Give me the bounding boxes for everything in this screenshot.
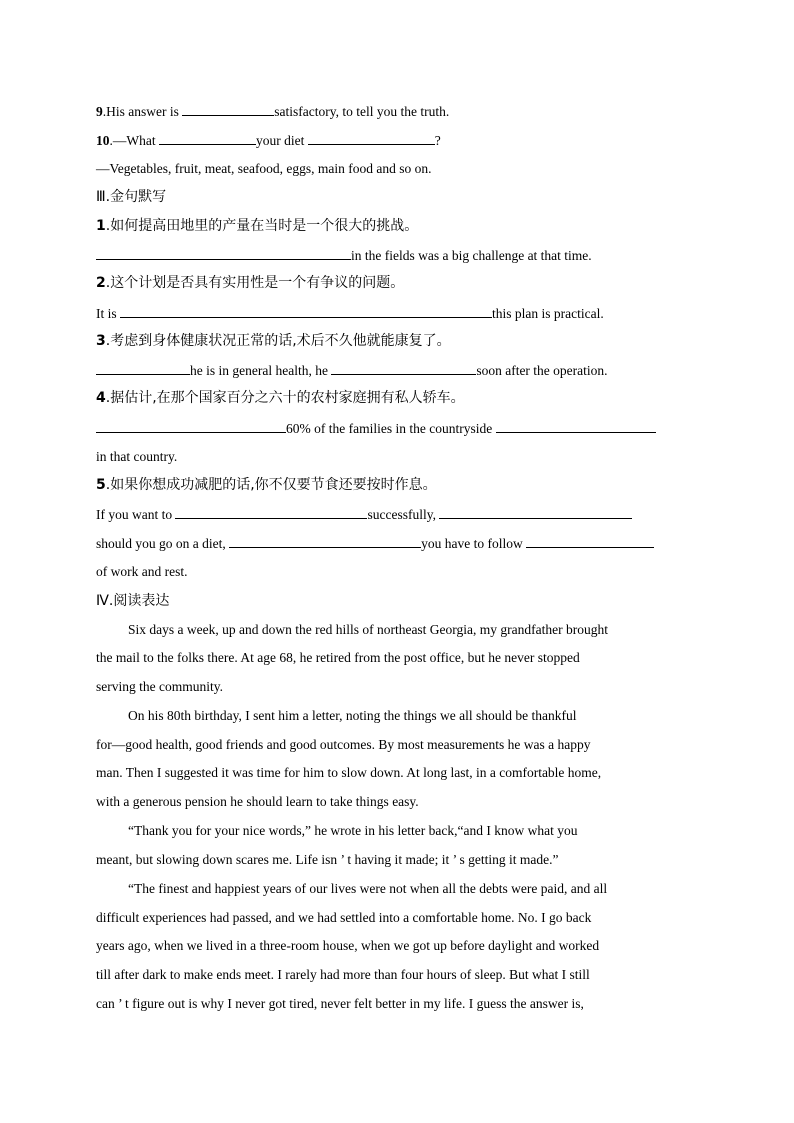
item-number: 5 — [96, 477, 106, 493]
item-4-chinese — [96, 389, 465, 407]
item-1-chinese — [96, 217, 418, 235]
answer-blank[interactable] — [96, 361, 190, 375]
item-5-english-end: of work and rest. — [96, 564, 188, 579]
answer-blank[interactable] — [439, 505, 632, 519]
answer-blank[interactable] — [331, 361, 476, 375]
passage-line: serving the community. — [96, 679, 223, 694]
item-chinese-text: .如果你想成功减肥的话,你不仅要节食还要按时作息。 — [105, 477, 437, 493]
item-english-text: successfully, — [367, 507, 440, 522]
item-5-english-cont — [96, 534, 654, 553]
item-english-text: you have to follow — [421, 536, 527, 551]
item-chinese-text: .这个计划是否具有实用性是一个有争议的问题。 — [105, 275, 405, 291]
question-9 — [96, 102, 449, 121]
item-number: 1 — [96, 218, 106, 234]
item-3-english — [96, 361, 608, 380]
answer-blank[interactable] — [96, 419, 286, 433]
item-chinese-text: .考虑到身体健康状况正常的话,术后不久他就能康复了。 — [105, 333, 451, 349]
section-3-title: Ⅲ.金句默写 — [96, 189, 167, 205]
passage-line: for—good health, good friends and good outcomes. By most measurements he was a happy — [96, 737, 591, 752]
question-text: your diet — [256, 133, 308, 148]
item-5-english — [96, 505, 632, 524]
item-number: 2 — [96, 275, 106, 291]
answer-blank[interactable] — [159, 131, 256, 145]
passage-line: the mail to the folks there. At age 68, he retired from the post office, but he never stopped — [96, 650, 580, 665]
passage-line: with a generous pension he should learn to take things easy. — [96, 794, 419, 809]
passage-line: till after dark to make ends meet. I rarely had more than four hours of sleep. But what I still — [96, 967, 590, 982]
item-2-chinese — [96, 274, 404, 292]
item-3-chinese — [96, 332, 451, 350]
answer-blank[interactable] — [229, 534, 421, 548]
item-english-text: he is in general health, he — [190, 363, 332, 378]
question-text: .His answer is — [102, 104, 183, 119]
item-english-text: this plan is practical. — [492, 306, 604, 321]
item-english-text: 60% of the families in the countryside — [286, 421, 496, 436]
item-4-english-cont: in that country. — [96, 449, 178, 464]
passage-line: Six days a week, up and down the red hills of northeast Georgia, my grandfather brought — [128, 622, 609, 637]
answer-blank[interactable] — [175, 505, 367, 519]
passage-line: “Thank you for your nice words,” he wrote in his letter back,“and I know what you — [128, 823, 578, 838]
answer-blank[interactable] — [182, 102, 274, 116]
question-10-answer: —Vegetables, fruit, meat, seafood, eggs, main food and so on. — [96, 161, 432, 176]
item-english-text: should you go on a diet, — [96, 536, 230, 551]
answer-blank[interactable] — [120, 304, 492, 318]
item-5-chinese — [96, 476, 437, 494]
passage-line: meant, but slowing down scares me. Life isn ’ t having it made; it ’ s getting it made.” — [96, 852, 559, 867]
item-number: 4 — [96, 390, 106, 406]
passage-line: man. Then I suggested it was time for him to slow down. At long last, in a comfortable home, — [96, 765, 602, 780]
item-english-text: in the fields was a big challenge at that time. — [351, 248, 592, 263]
item-english-text: soon after the operation. — [476, 363, 608, 378]
question-text: satisfactory, to tell you the truth. — [274, 104, 450, 119]
answer-blank[interactable] — [96, 246, 351, 260]
answer-blank[interactable] — [308, 131, 435, 145]
passage-line: On his 80th birthday, I sent him a letter, noting the things we all should be thankful — [128, 708, 577, 723]
answer-blank[interactable] — [526, 534, 654, 548]
passage-line: “The finest and happiest years of our lives were not when all the debts were paid, and all — [128, 881, 608, 896]
item-2-english — [96, 304, 604, 323]
question-text: .—What — [109, 133, 159, 148]
item-1-english — [96, 246, 592, 265]
item-english-text: It is — [96, 306, 121, 321]
passage-line: difficult experiences had passed, and we had settled into a comfortable home. No. I go back — [96, 910, 592, 925]
item-chinese-text: .据估计,在那个国家百分之六十的农村家庭拥有私人轿车。 — [105, 390, 465, 406]
question-text: ? — [434, 133, 441, 148]
question-number: 10 — [96, 133, 110, 148]
item-number: 3 — [96, 333, 106, 349]
item-chinese-text: .如何提高田地里的产量在当时是一个很大的挑战。 — [105, 218, 419, 234]
answer-blank[interactable] — [496, 419, 656, 433]
passage-line: years ago, when we lived in a three-room house, when we got up before daylight and worked — [96, 938, 600, 953]
passage-line: can ’ t figure out is why I never got tired, never felt better in my life. I guess the answer is, — [96, 996, 584, 1011]
item-4-english — [96, 419, 656, 438]
item-english-text: If you want to — [96, 507, 176, 522]
question-10 — [96, 131, 441, 150]
section-4-title: Ⅳ.阅读表达 — [96, 593, 170, 609]
question-number: 9 — [96, 104, 103, 119]
